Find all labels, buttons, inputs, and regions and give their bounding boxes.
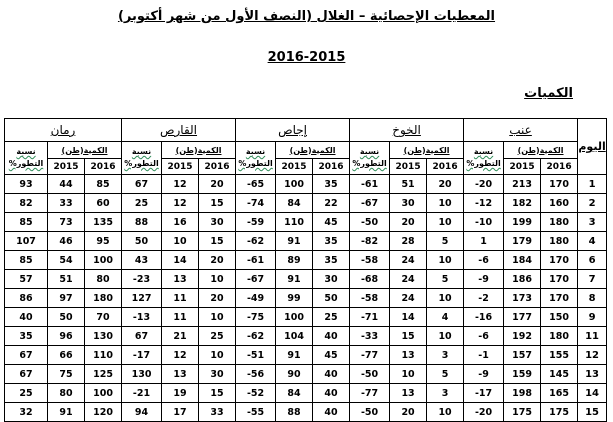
growth-percent-cell: 61- [236, 251, 276, 270]
value-2016-cell: 170 [541, 289, 578, 308]
value-2015-cell: 84 [276, 194, 313, 213]
value-2016-cell: 30 [199, 365, 236, 384]
growth-percent-cell: 2- [464, 289, 504, 308]
growth-percent-cell: 43 [122, 251, 162, 270]
value-2016-cell: 170 [541, 251, 578, 270]
value-2016-cell: 45 [313, 213, 350, 232]
table-row [5, 403, 607, 422]
day-cell: 11 [578, 327, 607, 346]
growth-percent-cell: 17- [122, 346, 162, 365]
value-2015-cell: 15 [390, 327, 427, 346]
day-cell: 14 [578, 384, 607, 403]
table-row [5, 232, 607, 251]
value-2016-cell: 40 [313, 365, 350, 384]
growth-percent-header [350, 142, 390, 175]
value-2016-cell: 80 [85, 270, 122, 289]
value-2015-cell: 99 [276, 289, 313, 308]
value-2015-cell: 184 [504, 251, 541, 270]
value-2015-cell: 96 [48, 327, 85, 346]
growth-percent-cell: 12- [464, 194, 504, 213]
value-2015-cell: 24 [390, 251, 427, 270]
quantity-header [390, 142, 464, 159]
growth-percent-header [122, 142, 162, 175]
value-2016-cell: 30 [199, 213, 236, 232]
value-2015-cell: 100 [276, 308, 313, 327]
value-2015-cell: 91 [276, 346, 313, 365]
day-cell: 2 [578, 194, 607, 213]
quantity-header-label: الكمية(طن) [175, 145, 222, 155]
growth-percent-cell: 17- [464, 384, 504, 403]
value-2015-cell: 177 [504, 308, 541, 327]
quantity-header-label: الكمية(طن) [517, 145, 564, 155]
group-header-label: إجاص [278, 123, 307, 137]
value-2015-cell: 66 [48, 346, 85, 365]
growth-percent-cell: 94 [122, 403, 162, 422]
value-2015-cell: 199 [504, 213, 541, 232]
growth-percent-cell: 77- [350, 384, 390, 403]
day-cell: 9 [578, 308, 607, 327]
value-2016-cell: 120 [85, 403, 122, 422]
value-2015-cell: 46 [48, 232, 85, 251]
value-2015-cell: 213 [504, 175, 541, 194]
growth-percent-cell: 50- [350, 365, 390, 384]
quantity-header [504, 142, 578, 159]
day-cell: 15 [578, 403, 607, 422]
value-2016-cell: 20 [427, 175, 464, 194]
page-title: المعطيات الإحصائية – الغلال (النصف الأول من شهر أكتوبر) [117, 9, 496, 24]
value-2015-cell: 10 [162, 232, 199, 251]
growth-percent-cell: 20- [464, 175, 504, 194]
table-row [5, 194, 607, 213]
table-row [5, 251, 607, 270]
value-2016-cell: 20 [199, 289, 236, 308]
value-2015-cell: 159 [504, 365, 541, 384]
value-2016-cell: 130 [85, 327, 122, 346]
value-2016-cell: 4 [427, 308, 464, 327]
value-2016-cell: 40 [313, 327, 350, 346]
day-cell: 8 [578, 289, 607, 308]
value-2015-cell: 20 [390, 403, 427, 422]
growth-percent-cell: 58- [350, 251, 390, 270]
year-2016-header: 2016 [85, 159, 122, 175]
value-2016-cell: 180 [541, 327, 578, 346]
value-2015-cell: 20 [390, 213, 427, 232]
growth-percent-header-line1: نسبة [359, 147, 380, 156]
quantity-header [162, 142, 236, 159]
growth-percent-header-line2: التطور% [466, 159, 501, 168]
value-2015-cell: 192 [504, 327, 541, 346]
value-2016-cell: 170 [541, 270, 578, 289]
group-header-label: رمان [50, 123, 76, 137]
value-2016-cell: 165 [541, 384, 578, 403]
value-2016-cell: 40 [313, 384, 350, 403]
value-2016-cell: 15 [199, 384, 236, 403]
value-2016-cell: 70 [85, 308, 122, 327]
growth-percent-header-line1: نسبة [473, 147, 494, 156]
value-2015-cell: 51 [48, 270, 85, 289]
value-2016-cell: 10 [199, 270, 236, 289]
growth-percent-cell: 93 [5, 175, 48, 194]
table-row [5, 213, 607, 232]
growth-percent-header-line2: التطور% [352, 159, 387, 168]
growth-percent-cell: 68- [350, 270, 390, 289]
growth-percent-cell: 40 [5, 308, 48, 327]
value-2015-cell: 11 [162, 308, 199, 327]
growth-percent-cell: 32 [5, 403, 48, 422]
value-2016-cell: 10 [427, 289, 464, 308]
growth-percent-cell: 67 [5, 365, 48, 384]
value-2016-cell: 40 [313, 403, 350, 422]
value-2016-cell: 35 [313, 251, 350, 270]
value-2015-cell: 80 [48, 384, 85, 403]
growth-percent-cell: 88 [122, 213, 162, 232]
value-2015-cell: 16 [162, 213, 199, 232]
growth-percent-cell: 107 [5, 232, 48, 251]
group-header [464, 119, 578, 142]
growth-percent-header [5, 142, 48, 175]
growth-percent-cell: 56- [236, 365, 276, 384]
value-2016-cell: 33 [199, 403, 236, 422]
value-2016-cell: 35 [313, 232, 350, 251]
growth-percent-cell: 86 [5, 289, 48, 308]
value-2016-cell: 150 [541, 308, 578, 327]
growth-percent-cell: 62- [236, 327, 276, 346]
group-header-label: الخوخ [392, 123, 421, 137]
year-2015-header: 2015 [390, 159, 427, 175]
quantity-header [48, 142, 122, 159]
growth-percent-cell: 50- [350, 403, 390, 422]
growth-percent-cell: 6- [464, 327, 504, 346]
year-2015-header: 2015 [48, 159, 85, 175]
growth-percent-cell: 6- [464, 251, 504, 270]
growth-percent-header-line2: التطور% [124, 159, 159, 168]
value-2015-cell: 54 [48, 251, 85, 270]
growth-percent-cell: 21- [122, 384, 162, 403]
years-heading: 2016-2015 [267, 50, 346, 65]
value-2016-cell: 170 [541, 175, 578, 194]
growth-percent-cell: 49- [236, 289, 276, 308]
value-2015-cell: 100 [276, 175, 313, 194]
value-2015-cell: 175 [504, 403, 541, 422]
value-2016-cell: 5 [427, 365, 464, 384]
value-2016-cell: 3 [427, 384, 464, 403]
value-2015-cell: 110 [276, 213, 313, 232]
value-2016-cell: 10 [427, 213, 464, 232]
value-2015-cell: 14 [162, 251, 199, 270]
year-2016-header: 2016 [199, 159, 236, 175]
group-header-label: القارص [160, 123, 198, 137]
value-2015-cell: 44 [48, 175, 85, 194]
value-2015-cell: 10 [390, 365, 427, 384]
value-2015-cell: 13 [390, 384, 427, 403]
growth-percent-cell: 74- [236, 194, 276, 213]
year-2016-header: 2016 [427, 159, 464, 175]
growth-percent-header [464, 142, 504, 175]
section-subtitle: الكميات [524, 86, 573, 101]
value-2016-cell: 35 [313, 175, 350, 194]
day-cell: 6 [578, 251, 607, 270]
value-2015-cell: 186 [504, 270, 541, 289]
table-row [5, 270, 607, 289]
growth-percent-cell: 62- [236, 232, 276, 251]
growth-percent-header-line2: التطور% [8, 159, 44, 168]
value-2016-cell: 180 [541, 232, 578, 251]
value-2015-cell: 50 [48, 308, 85, 327]
value-2016-cell: 5 [427, 270, 464, 289]
value-2016-cell: 20 [199, 251, 236, 270]
group-header [350, 119, 464, 142]
growth-percent-cell: 16- [464, 308, 504, 327]
growth-percent-cell: 9- [464, 270, 504, 289]
table-row [5, 308, 607, 327]
table-row [5, 365, 607, 384]
growth-percent-cell: 50 [122, 232, 162, 251]
value-2016-cell: 180 [85, 289, 122, 308]
value-2016-cell: 180 [541, 213, 578, 232]
value-2016-cell: 15 [199, 194, 236, 213]
group-header [5, 119, 122, 142]
growth-percent-cell: 55- [236, 403, 276, 422]
day-cell: 7 [578, 270, 607, 289]
value-2016-cell: 95 [85, 232, 122, 251]
growth-percent-header-line1: نسبة [16, 147, 36, 156]
value-2016-cell: 10 [427, 327, 464, 346]
value-2015-cell: 12 [162, 346, 199, 365]
value-2015-cell: 24 [390, 289, 427, 308]
growth-percent-cell: 82- [350, 232, 390, 251]
value-2015-cell: 91 [48, 403, 85, 422]
value-2016-cell: 10 [427, 403, 464, 422]
quantity-header-label: الكمية(طن) [403, 145, 450, 155]
day-cell: 1 [578, 175, 607, 194]
value-2016-cell: 3 [427, 346, 464, 365]
value-2015-cell: 13 [162, 365, 199, 384]
growth-percent-cell: 57 [5, 270, 48, 289]
growth-percent-cell: 10- [464, 213, 504, 232]
day-cell: 3 [578, 213, 607, 232]
value-2016-cell: 22 [313, 194, 350, 213]
value-2015-cell: 173 [504, 289, 541, 308]
growth-percent-cell: 71- [350, 308, 390, 327]
table-row [5, 384, 607, 403]
table-row [5, 289, 607, 308]
value-2016-cell: 5 [427, 232, 464, 251]
value-2015-cell: 75 [48, 365, 85, 384]
value-2015-cell: 13 [162, 270, 199, 289]
value-2016-cell: 25 [313, 308, 350, 327]
year-2015-header: 2015 [276, 159, 313, 175]
value-2015-cell: 14 [390, 308, 427, 327]
growth-percent-cell: 23- [122, 270, 162, 289]
value-2016-cell: 135 [85, 213, 122, 232]
growth-percent-header-line1: نسبة [245, 147, 266, 156]
growth-percent-header-line1: نسبة [131, 147, 152, 156]
growth-percent-header-line2: التطور% [238, 159, 273, 168]
growth-percent-cell: 61- [350, 175, 390, 194]
growth-percent-cell: 67 [122, 327, 162, 346]
statistics-table [4, 118, 607, 422]
growth-percent-cell: 20- [464, 403, 504, 422]
value-2015-cell: 28 [390, 232, 427, 251]
quantity-header-label: الكمية(طن) [289, 145, 336, 155]
value-2016-cell: 175 [541, 403, 578, 422]
value-2015-cell: 21 [162, 327, 199, 346]
value-2016-cell: 10 [199, 308, 236, 327]
growth-percent-cell: 77- [350, 346, 390, 365]
growth-percent-cell: 85 [5, 213, 48, 232]
value-2015-cell: 17 [162, 403, 199, 422]
value-2015-cell: 51 [390, 175, 427, 194]
value-2016-cell: 25 [199, 327, 236, 346]
value-2016-cell: 100 [85, 384, 122, 403]
value-2015-cell: 179 [504, 232, 541, 251]
growth-percent-cell: 127 [122, 289, 162, 308]
value-2015-cell: 24 [390, 270, 427, 289]
growth-percent-cell: 65- [236, 175, 276, 194]
group-header-label: عنب [509, 123, 532, 137]
value-2015-cell: 182 [504, 194, 541, 213]
year-2016-header: 2016 [313, 159, 350, 175]
growth-percent-cell: 1- [464, 346, 504, 365]
value-2016-cell: 145 [541, 365, 578, 384]
growth-percent-header [236, 142, 276, 175]
value-2015-cell: 198 [504, 384, 541, 403]
value-2016-cell: 10 [199, 346, 236, 365]
value-2016-cell: 110 [85, 346, 122, 365]
value-2015-cell: 73 [48, 213, 85, 232]
growth-percent-cell: 25 [5, 384, 48, 403]
value-2015-cell: 33 [48, 194, 85, 213]
value-2015-cell: 11 [162, 289, 199, 308]
value-2016-cell: 100 [85, 251, 122, 270]
year-2015-header: 2015 [162, 159, 199, 175]
growth-percent-cell: 9- [464, 365, 504, 384]
day-cell: 13 [578, 365, 607, 384]
table-row [5, 175, 607, 194]
growth-percent-cell: 33- [350, 327, 390, 346]
value-2016-cell: 10 [427, 251, 464, 270]
value-2015-cell: 104 [276, 327, 313, 346]
value-2016-cell: 50 [313, 289, 350, 308]
value-2016-cell: 60 [85, 194, 122, 213]
table-row [5, 346, 607, 365]
growth-percent-cell: 52- [236, 384, 276, 403]
growth-percent-cell: 82 [5, 194, 48, 213]
growth-percent-cell: 75- [236, 308, 276, 327]
growth-percent-cell: 67 [5, 346, 48, 365]
group-header [236, 119, 350, 142]
value-2015-cell: 84 [276, 384, 313, 403]
group-header [122, 119, 236, 142]
value-2016-cell: 160 [541, 194, 578, 213]
growth-percent-cell: 51- [236, 346, 276, 365]
value-2016-cell: 30 [313, 270, 350, 289]
value-2015-cell: 12 [162, 194, 199, 213]
value-2015-cell: 97 [48, 289, 85, 308]
growth-percent-cell: 85 [5, 251, 48, 270]
value-2015-cell: 89 [276, 251, 313, 270]
value-2016-cell: 155 [541, 346, 578, 365]
growth-percent-cell: 1 [464, 232, 504, 251]
day-column-header: اليوم [578, 119, 607, 175]
year-2015-header: 2015 [504, 159, 541, 175]
growth-percent-cell: 67- [350, 194, 390, 213]
growth-percent-cell: 13- [122, 308, 162, 327]
value-2016-cell: 15 [199, 232, 236, 251]
value-2015-cell: 90 [276, 365, 313, 384]
value-2015-cell: 12 [162, 175, 199, 194]
value-2015-cell: 91 [276, 270, 313, 289]
value-2016-cell: 10 [427, 194, 464, 213]
growth-percent-cell: 130 [122, 365, 162, 384]
quantity-header-label: الكمية(طن) [61, 145, 108, 155]
table-row [5, 327, 607, 346]
growth-percent-cell: 59- [236, 213, 276, 232]
value-2015-cell: 157 [504, 346, 541, 365]
quantity-header [276, 142, 350, 159]
year-2016-header: 2016 [541, 159, 578, 175]
value-2015-cell: 91 [276, 232, 313, 251]
value-2015-cell: 88 [276, 403, 313, 422]
growth-percent-cell: 25 [122, 194, 162, 213]
growth-percent-cell: 58- [350, 289, 390, 308]
day-cell: 12 [578, 346, 607, 365]
growth-percent-cell: 67 [122, 175, 162, 194]
value-2015-cell: 30 [390, 194, 427, 213]
value-2016-cell: 20 [199, 175, 236, 194]
day-cell: 4 [578, 232, 607, 251]
value-2016-cell: 125 [85, 365, 122, 384]
value-2016-cell: 85 [85, 175, 122, 194]
value-2016-cell: 45 [313, 346, 350, 365]
growth-percent-cell: 35 [5, 327, 48, 346]
value-2015-cell: 19 [162, 384, 199, 403]
value-2015-cell: 13 [390, 346, 427, 365]
growth-percent-cell: 67- [236, 270, 276, 289]
growth-percent-cell: 50- [350, 213, 390, 232]
